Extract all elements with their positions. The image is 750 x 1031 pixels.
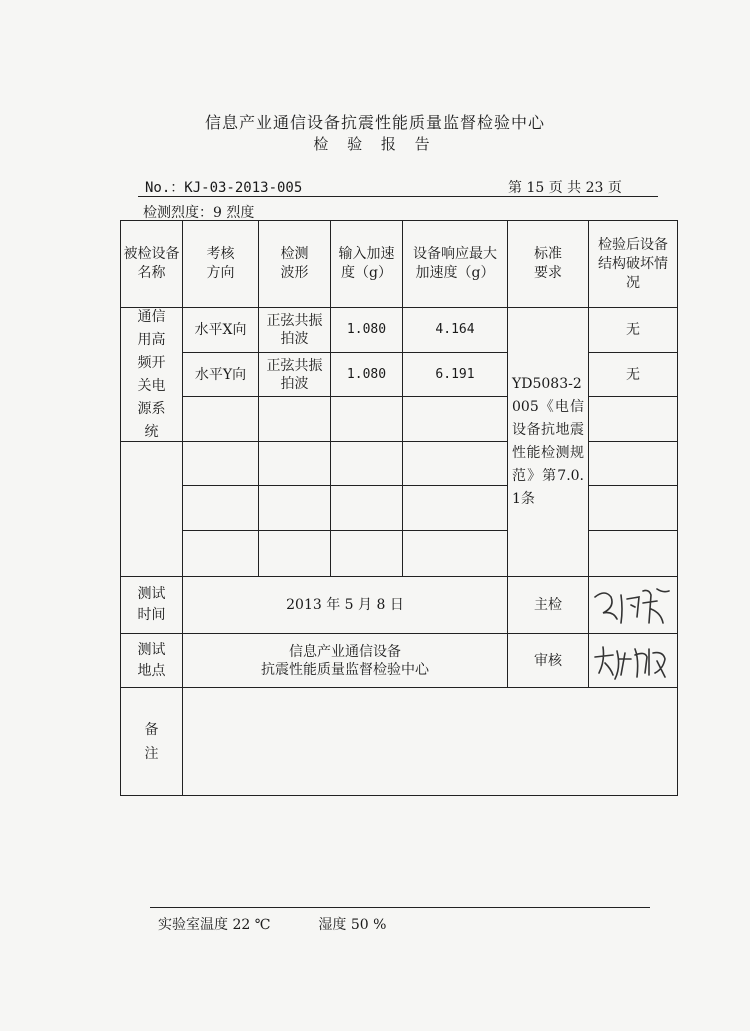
empty-cell (330, 485, 403, 531)
empty-cell (182, 441, 259, 486)
empty-cell (182, 485, 259, 531)
lab-humidity: 湿度 50 % (318, 917, 387, 933)
reviewer-signature (588, 633, 678, 688)
empty-cell (258, 441, 331, 486)
empty-cell (402, 530, 508, 577)
header-standard: 标准要求 (507, 220, 589, 308)
empty-cell (330, 441, 403, 486)
empty-cell (402, 441, 508, 486)
inspector-signature-icon (591, 583, 675, 627)
row1-input-accel: 1.080 (330, 307, 403, 353)
row1-response-accel: 4.164 (402, 307, 508, 353)
lab-temperature: 实验室温度 22 ℃ (158, 917, 271, 933)
header-divider (138, 196, 658, 197)
device-name: 通信用高频开关电源系统 (120, 307, 183, 442)
remarks-content (182, 687, 678, 796)
report-title: 检 验 报 告 (313, 135, 437, 153)
empty-cell (588, 530, 678, 577)
empty-cell (330, 396, 403, 442)
inspector-signature (588, 576, 678, 634)
header-damage: 检验后设备结构破坏情况 (588, 220, 678, 308)
test-site-label: 测试地点 (120, 633, 183, 688)
row1-waveform: 正弦共振拍波 (258, 307, 331, 353)
empty-cell (588, 396, 678, 442)
empty-cell (258, 530, 331, 577)
report-number: No.：KJ-03-2013-005 (145, 180, 303, 196)
empty-cell (588, 441, 678, 486)
test-site-value: 信息产业通信设备 抗震性能质量监督检验中心 (182, 633, 508, 688)
header-direction: 考核方向 (182, 220, 259, 308)
empty-cell (182, 530, 259, 577)
row2-damage: 无 (588, 352, 678, 397)
empty-cell (588, 485, 678, 531)
empty-cell (402, 485, 508, 531)
header-response-accel: 设备响应最大加速度（g） (402, 220, 508, 308)
empty-cell (258, 485, 331, 531)
row2-response-accel: 6.191 (402, 352, 508, 397)
empty-cell (182, 396, 259, 442)
lab-conditions (158, 914, 386, 934)
test-time-value: 2013 年 5 月 8 日 (182, 576, 508, 634)
standard-requirement: YD5083-2005《电信设备抗地震性能检测规范》第7.0.1条 (507, 307, 589, 577)
inspector-label: 主检 (507, 576, 589, 634)
row2-input-accel: 1.080 (330, 352, 403, 397)
row1-damage: 无 (588, 307, 678, 353)
organization-title: 信息产业通信设备抗震性能质量监督检验中心 (204, 113, 545, 132)
reviewer-label: 审核 (507, 633, 589, 688)
device-name-empty (120, 441, 183, 577)
test-intensity: 检测烈度：9 烈度 (143, 205, 255, 221)
row2-direction: 水平Y向 (182, 352, 259, 397)
row1-direction: 水平X向 (182, 307, 259, 353)
header-input-accel: 输入加速度（g） (330, 220, 403, 308)
reviewer-signature-icon (591, 639, 675, 683)
empty-cell (258, 396, 331, 442)
test-time-label: 测试时间 (120, 576, 183, 634)
row2-waveform: 正弦共振拍波 (258, 352, 331, 397)
header-device: 被检设备名称 (120, 220, 183, 308)
header-waveform: 检测波形 (258, 220, 331, 308)
empty-cell (330, 530, 403, 577)
empty-cell (402, 396, 508, 442)
footer-divider (150, 907, 650, 908)
page-info: 第 15 页 共 23 页 (508, 180, 622, 196)
remarks-label: 备注 (120, 687, 183, 796)
